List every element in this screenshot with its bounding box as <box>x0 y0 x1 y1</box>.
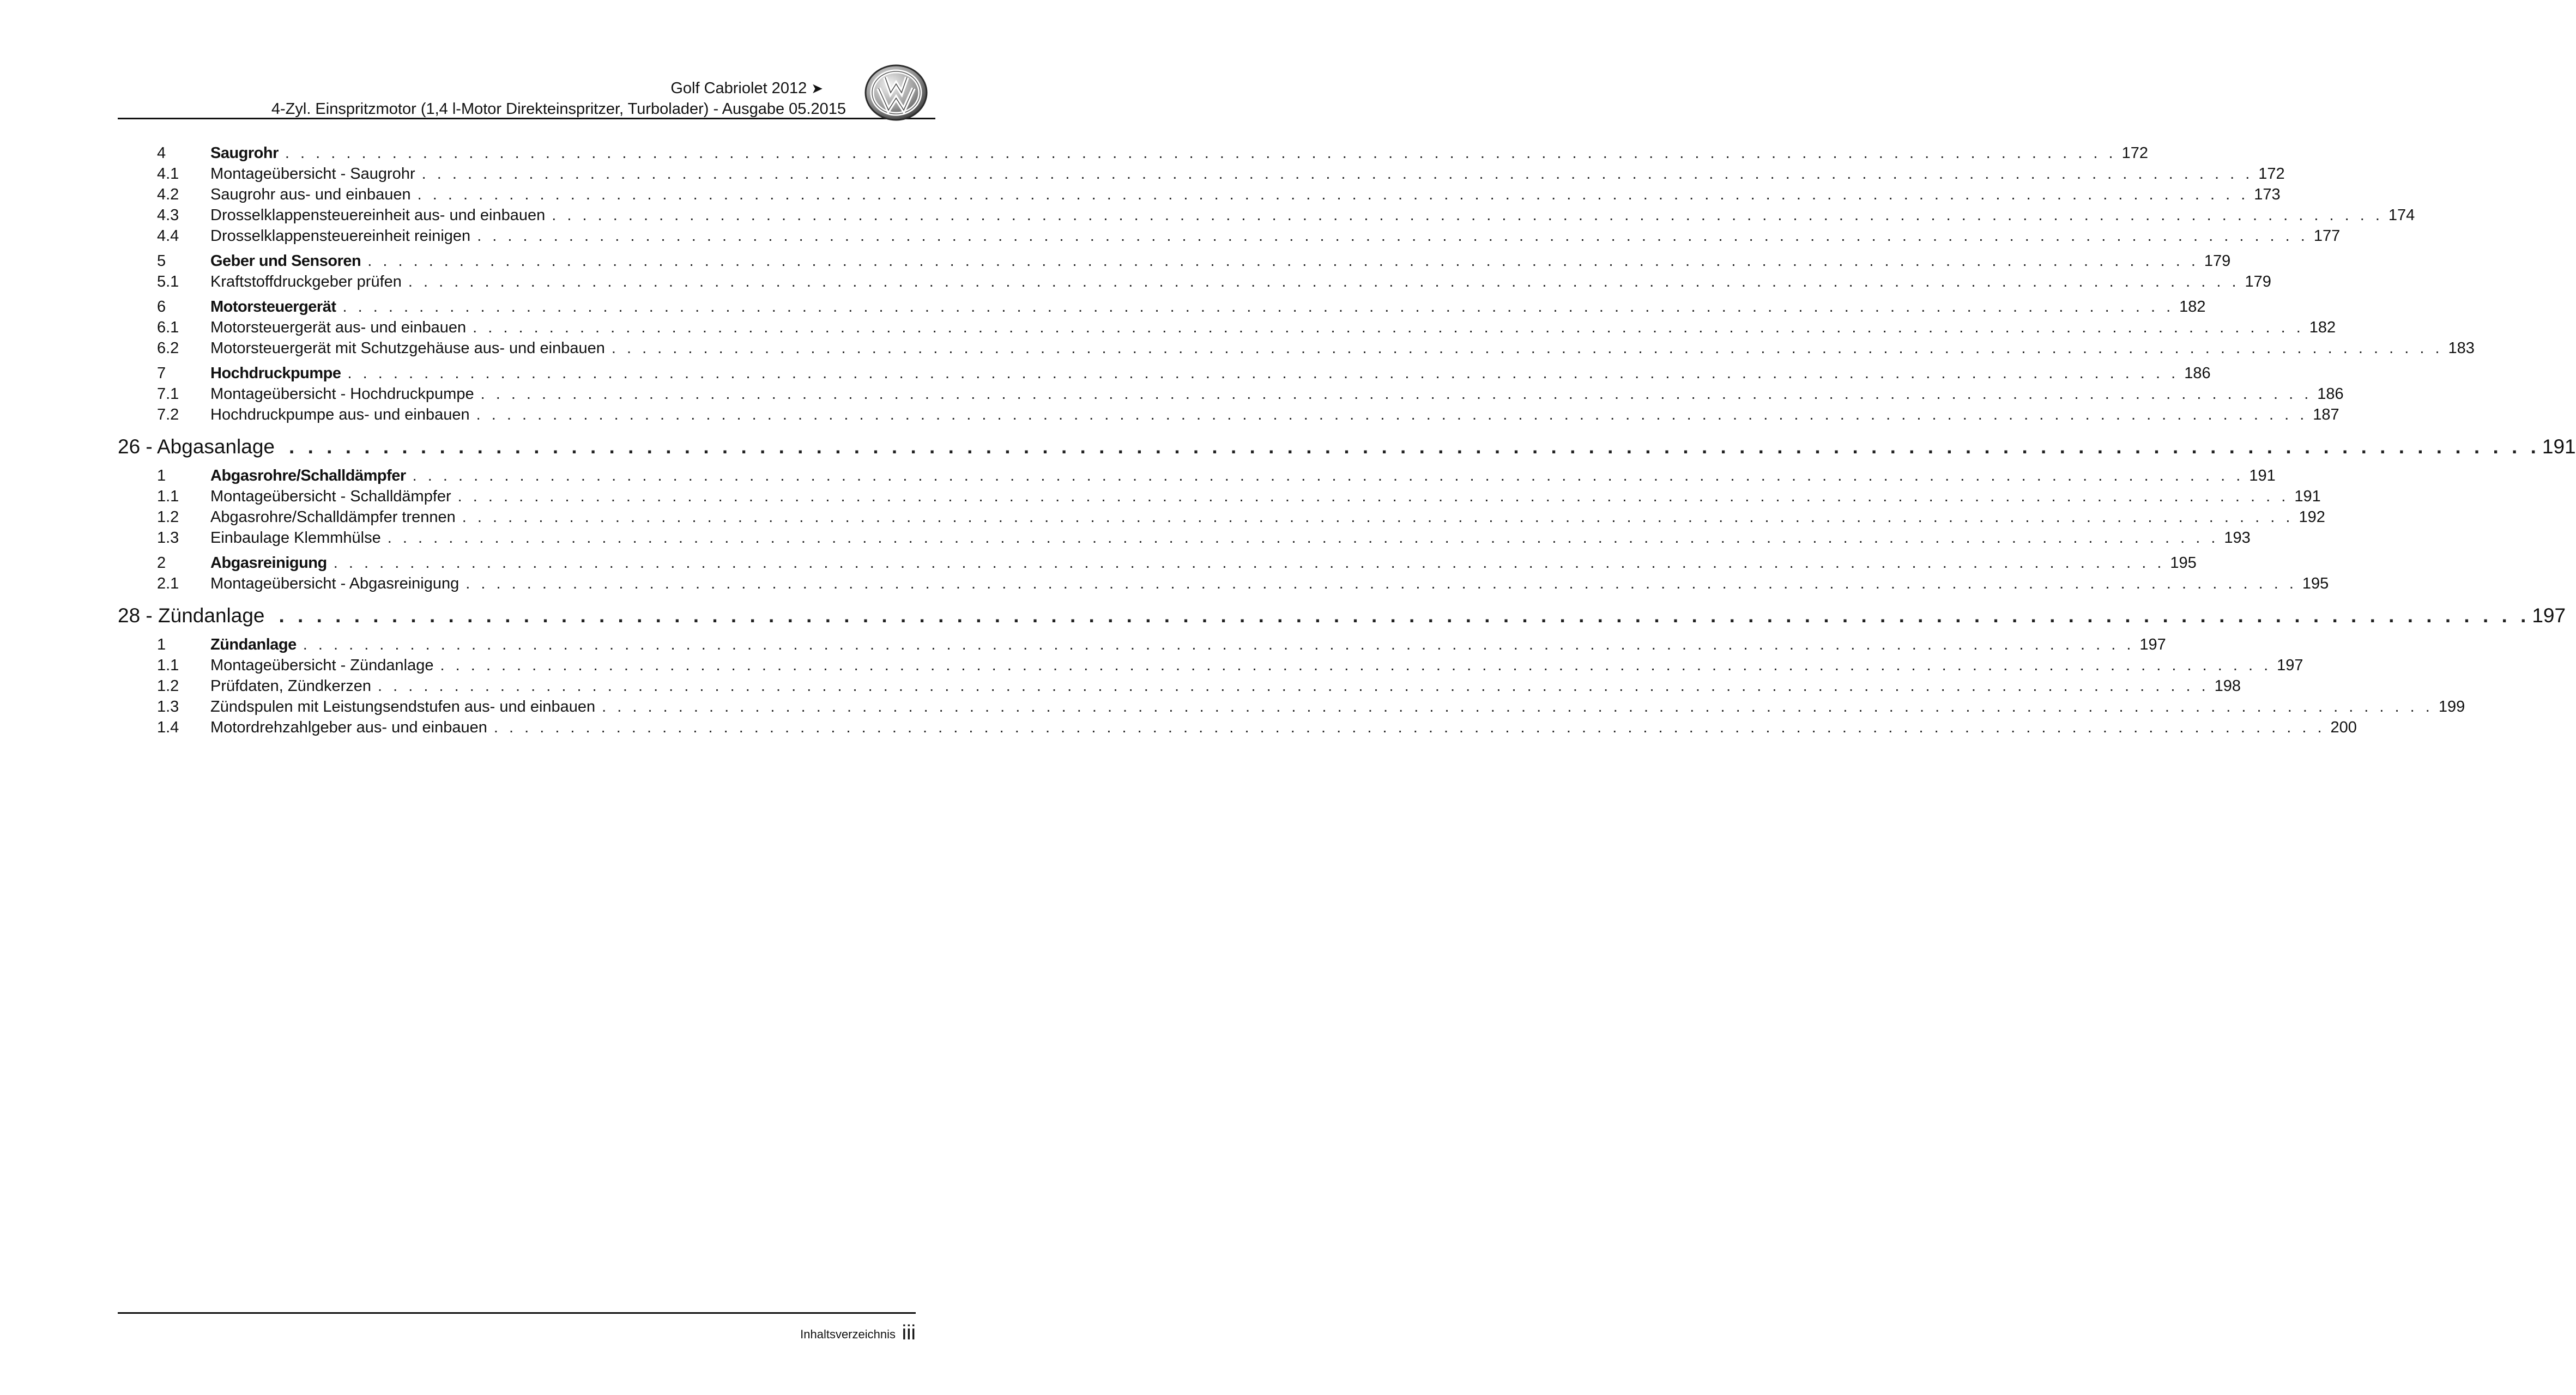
toc-entry-title: Montageübersicht - Schalldämpfer <box>210 488 451 505</box>
toc-dot-leader: . . . . . . . . . . . . . . . . . . . . . . . . . . . . . . . . . . . . . . . . . . . . . . . . . . . . . . . . . . . . . . . . . . . . . . . . . . . . . . . . . . . . . . . . . . . . . . . . . . . . . . . . . . . . . . . . . . . . . . . . <box>408 273 2240 290</box>
toc-entry-page: 187 <box>2313 406 2339 423</box>
header-rule <box>118 118 935 119</box>
toc-entry-page: 199 <box>2438 698 2465 715</box>
toc-section[interactable] <box>118 143 2148 163</box>
toc-dot-leader: . . . . . . . . . . . . . . . . . . . . . . . . . . . . . . . . . . . . . . . . . . . . . . . . . . . . . . . . . . . . . . . . . . . . . . . . . . . . . . . . . . . . . . . . . . . . . . . . . . . . . . . . . . . . . . . . . . . . . . . . <box>611 339 2443 357</box>
toc-entry-number: 4.3 <box>157 207 179 224</box>
toc-dot-leader: . . . . . . . . . . . . . . . . . . . . . . . . . . . . . . . . . . . . . . . . . . . . . . . . . . . . . . . . . . . . . . . . . . . . . . . . . . . . . . . . . . . . . . . . . . . . . . . . . . . . . . . . . . . . . . . . . . . . . . . . <box>347 365 2179 382</box>
toc-entry-title: Prüfdaten, Zündkerzen <box>210 677 372 695</box>
toc-subsection[interactable] <box>118 338 2475 359</box>
toc-subsection[interactable] <box>118 317 2336 338</box>
toc-dot-leader: . . . . . . . . . . . . . . . . . . . . . . . . . . . . . . . . . . . . . . . . . . . . . . . . . . . . . . . . . . . . . . . . . . . . . . . . . . . . . . . . . . . . . . . . . . . . . . . . . . . . . . . . . . . . . . . . . . . . . . . . <box>289 435 2540 458</box>
toc-entry-title: Montageübersicht - Zündanlage <box>210 657 434 674</box>
toc-entry-number: 6.2 <box>157 339 179 357</box>
toc-entry-number: 1.2 <box>157 677 179 695</box>
toc-entry-page: 172 <box>2258 165 2285 183</box>
toc-dot-leader: . . . . . . . . . . . . . . . . . . . . . . . . . . . . . . . . . . . . . . . . . . . . . . . . . . . . . . . . . . . . . . . . . . . . . . . . . . . . . . . . . . . . . . . . . . . . . . . . . . . . . . . . . . . . . . . . . . . . . . . . <box>279 604 2530 627</box>
footer-page-number: iii <box>902 1321 916 1344</box>
toc-entry-title: Drosselklappensteuereinheit reinigen <box>210 227 471 245</box>
toc-entry-page: 179 <box>2245 273 2271 290</box>
toc-entry-page: 182 <box>2179 298 2206 316</box>
toc-section[interactable] <box>118 251 2231 271</box>
toc-entry-title: 26 - Abgasanlage <box>118 435 275 458</box>
toc-section[interactable] <box>118 296 2206 317</box>
toc-entry-number: 4.2 <box>157 186 179 203</box>
toc-section[interactable] <box>118 553 2197 573</box>
toc-entry-page: 197 <box>2532 604 2566 627</box>
toc-entry-number: 7.2 <box>157 406 179 423</box>
arrow-right-icon: ➤ <box>811 80 823 96</box>
toc-dot-leader: . . . . . . . . . . . . . . . . . . . . . . . . . . . . . . . . . . . . . . . . . . . . . . . . . . . . . . . . . . . . . . . . . . . . . . . . . . . . . . . . . . . . . . . . . . . . . . . . . . . . . . . . . . . . . . . . . . . . . . . . <box>477 227 2308 245</box>
toc-entry-number: 7.1 <box>157 385 179 403</box>
page-header <box>118 0 935 121</box>
toc-entry-page: 191 <box>2249 467 2276 484</box>
toc-entry-page: 197 <box>2277 657 2303 674</box>
toc-entry-page: 191 <box>2542 435 2576 458</box>
toc-entry-number: 5 <box>157 252 166 270</box>
toc-chapter[interactable] <box>118 602 2566 630</box>
toc-entry-number: 4 <box>157 144 166 162</box>
toc-dot-leader: . . . . . . . . . . . . . . . . . . . . . . . . . . . . . . . . . . . . . . . . . . . . . . . . . . . . . . . . . . . . . . . . . . . . . . . . . . . . . . . . . . . . . . . . . . . . . . . . . . . . . . . . . . . . . . . . . . . . . . . . <box>333 554 2165 572</box>
toc-entry-page: 177 <box>2313 227 2341 245</box>
toc-dot-leader: . . . . . . . . . . . . . . . . . . . . . . . . . . . . . . . . . . . . . . . . . . . . . . . . . . . . . . . . . . . . . . . . . . . . . . . . . . . . . . . . . . . . . . . . . . . . . . . . . . . . . . . . . . . . . . . . . . . . . . . . <box>457 488 2289 505</box>
document-subtitle: 4-Zyl. Einspritzmotor (1,4 l-Motor Direkteinspritzer, Turbolader) - Ausgabe 05.2015 <box>271 100 846 118</box>
toc-entry-title: Saugrohr <box>210 144 279 162</box>
footer-rule <box>118 1312 916 1314</box>
toc-subsection[interactable] <box>118 404 2339 425</box>
toc-entry-title: 28 - Zündanlage <box>118 604 265 627</box>
toc-subsection[interactable] <box>118 205 2415 226</box>
toc-entry-title: Motorsteuergerät <box>210 298 336 316</box>
toc-dot-leader: . . . . . . . . . . . . . . . . . . . . . . . . . . . . . . . . . . . . . . . . . . . . . . . . . . . . . . . . . . . . . . . . . . . . . . . . . . . . . . . . . . . . . . . . . . . . . . . . . . . . . . . . . . . . . . . . . . . . . . . . <box>417 186 2249 203</box>
toc-dot-leader: . . . . . . . . . . . . . . . . . . . . . . . . . . . . . . . . . . . . . . . . . . . . . . . . . . . . . . . . . . . . . . . . . . . . . . . . . . . . . . . . . . . . . . . . . . . . . . . . . . . . . . . . . . . . . . . . . . . . . . . . <box>465 575 2297 592</box>
toc-dot-leader: . . . . . . . . . . . . . . . . . . . . . . . . . . . . . . . . . . . . . . . . . . . . . . . . . . . . . . . . . . . . . . . . . . . . . . . . . . . . . . . . . . . . . . . . . . . . . . . . . . . . . . . . . . . . . . . . . . . . . . . . <box>342 298 2174 316</box>
toc-entry-title: Montageübersicht - Hochdruckpumpe <box>210 385 474 403</box>
toc-entry-title: Montageübersicht - Abgasreinigung <box>210 575 459 592</box>
toc-section[interactable] <box>118 465 2276 486</box>
toc-entry-title: Hochdruckpumpe aus- und einbauen <box>210 406 470 423</box>
toc-entry-title: Abgasrohre/Schalldämpfer <box>210 467 406 484</box>
toc-dot-leader: . . . . . . . . . . . . . . . . . . . . . . . . . . . . . . . . . . . . . . . . . . . . . . . . . . . . . . . . . . . . . . . . . . . . . . . . . . . . . . . . . . . . . . . . . . . . . . . . . . . . . . . . . . . . . . . . . . . . . . . . <box>440 657 2272 674</box>
vw-logo-icon <box>857 61 935 122</box>
toc-subsection[interactable] <box>118 226 2341 246</box>
toc-entry-page: 200 <box>2330 719 2357 736</box>
toc-entry-title: Abgasrohre/Schalldämpfer trennen <box>210 508 456 526</box>
toc-dot-leader: . . . . . . . . . . . . . . . . . . . . . . . . . . . . . . . . . . . . . . . . . . . . . . . . . . . . . . . . . . . . . . . . . . . . . . . . . . . . . . . . . . . . . . . . . . . . . . . . . . . . . . . . . . . . . . . . . . . . . . . . <box>462 508 2294 526</box>
toc-entry-page: 172 <box>2121 144 2148 162</box>
toc-entry-title: Drosselklappensteuereinheit aus- und einbauen <box>210 207 546 224</box>
toc-entry-title: Einbaulage Klemmhülse <box>210 529 381 547</box>
toc-entry-title: Zündanlage <box>210 636 297 653</box>
toc-entry-page: 192 <box>2299 508 2325 526</box>
toc-entry-title: Hochdruckpumpe <box>210 365 341 382</box>
toc-entry-title: Motorsteuergerät mit Schutzgehäuse aus- und einbauen <box>210 339 605 357</box>
toc-entry-page: 197 <box>2139 636 2166 653</box>
toc-entry-number: 1.3 <box>157 529 179 547</box>
toc-dot-leader: . . . . . . . . . . . . . . . . . . . . . . . . . . . . . . . . . . . . . . . . . . . . . . . . . . . . . . . . . . . . . . . . . . . . . . . . . . . . . . . . . . . . . . . . . . . . . . . . . . . . . . . . . . . . . . . . . . . . . . . . <box>476 406 2308 423</box>
toc-subsection[interactable] <box>118 271 2271 292</box>
toc-entry-number: 5.1 <box>157 273 179 290</box>
toc-chapter[interactable] <box>118 433 2576 461</box>
table-of-contents <box>118 143 2576 738</box>
toc-entry-page: 195 <box>2302 575 2329 592</box>
toc-subsection[interactable] <box>118 163 2285 184</box>
toc-entry-page: 183 <box>2448 339 2475 357</box>
toc-section[interactable] <box>118 634 2166 655</box>
toc-entry-number: 2 <box>157 554 166 572</box>
toc-dot-leader: . . . . . . . . . . . . . . . . . . . . . . . . . . . . . . . . . . . . . . . . . . . . . . . . . . . . . . . . . . . . . . . . . . . . . . . . . . . . . . . . . . . . . . . . . . . . . . . . . . . . . . . . . . . . . . . . . . . . . . . . <box>552 207 2383 224</box>
toc-entry-page: 195 <box>2170 554 2197 572</box>
toc-entry-number: 4.1 <box>157 165 179 183</box>
toc-entry-title: Geber und Sensoren <box>210 252 361 270</box>
toc-dot-leader: . . . . . . . . . . . . . . . . . . . . . . . . . . . . . . . . . . . . . . . . . . . . . . . . . . . . . . . . . . . . . . . . . . . . . . . . . . . . . . . . . . . . . . . . . . . . . . . . . . . . . . . . . . . . . . . . . . . . . . . . <box>387 529 2219 547</box>
toc-dot-leader: . . . . . . . . . . . . . . . . . . . . . . . . . . . . . . . . . . . . . . . . . . . . . . . . . . . . . . . . . . . . . . . . . . . . . . . . . . . . . . . . . . . . . . . . . . . . . . . . . . . . . . . . . . . . . . . . . . . . . . . . <box>493 719 2325 736</box>
toc-subsection[interactable] <box>118 696 2465 717</box>
toc-dot-leader: . . . . . . . . . . . . . . . . . . . . . . . . . . . . . . . . . . . . . . . . . . . . . . . . . . . . . . . . . . . . . . . . . . . . . . . . . . . . . . . . . . . . . . . . . . . . . . . . . . . . . . . . . . . . . . . . . . . . . . . . <box>602 698 2433 715</box>
footer-section-label: Inhaltsverzeichnis <box>800 1327 896 1341</box>
toc-dot-leader: . . . . . . . . . . . . . . . . . . . . . . . . . . . . . . . . . . . . . . . . . . . . . . . . . . . . . . . . . . . . . . . . . . . . . . . . . . . . . . . . . . . . . . . . . . . . . . . . . . . . . . . . . . . . . . . . . . . . . . . . <box>421 165 2253 183</box>
toc-dot-leader: . . . . . . . . . . . . . . . . . . . . . . . . . . . . . . . . . . . . . . . . . . . . . . . . . . . . . . . . . . . . . . . . . . . . . . . . . . . . . . . . . . . . . . . . . . . . . . . . . . . . . . . . . . . . . . . . . . . . . . . . <box>480 385 2312 403</box>
toc-entry-number: 1.3 <box>157 698 179 715</box>
toc-entry-number: 4.4 <box>157 227 179 245</box>
toc-entry-number: 1.1 <box>157 488 179 505</box>
toc-subsection[interactable] <box>118 676 2241 696</box>
toc-entry-title: Saugrohr aus- und einbauen <box>210 186 411 203</box>
toc-subsection[interactable] <box>118 717 2357 738</box>
toc-entry-number: 6.1 <box>157 319 179 336</box>
toc-subsection[interactable] <box>118 573 2329 594</box>
toc-dot-leader: . . . . . . . . . . . . . . . . . . . . . . . . . . . . . . . . . . . . . . . . . . . . . . . . . . . . . . . . . . . . . . . . . . . . . . . . . . . . . . . . . . . . . . . . . . . . . . . . . . . . . . . . . . . . . . . . . . . . . . . . <box>473 319 2304 336</box>
toc-entry-title: Abgasreinigung <box>210 554 327 572</box>
toc-entry-number: 1.2 <box>157 508 179 526</box>
toc-entry-number: 1 <box>157 467 166 484</box>
toc-dot-leader: . . . . . . . . . . . . . . . . . . . . . . . . . . . . . . . . . . . . . . . . . . . . . . . . . . . . . . . . . . . . . . . . . . . . . . . . . . . . . . . . . . . . . . . . . . . . . . . . . . . . . . . . . . . . . . . . . . . . . . . . <box>303 636 2134 653</box>
toc-entry-number: 7 <box>157 365 166 382</box>
toc-entry-page: 198 <box>2214 677 2241 695</box>
toc-entry-page: 186 <box>2184 365 2211 382</box>
toc-subsection[interactable] <box>118 655 2303 676</box>
toc-entry-number: 2.1 <box>157 575 179 592</box>
toc-entry-number: 1.1 <box>157 657 179 674</box>
toc-entry-page: 174 <box>2388 207 2415 224</box>
toc-subsection[interactable] <box>118 507 2325 527</box>
toc-entry-number: 1 <box>157 636 166 653</box>
toc-entry-title: Montageübersicht - Saugrohr <box>210 165 415 183</box>
toc-subsection[interactable] <box>118 486 2321 507</box>
toc-subsection[interactable] <box>118 527 2251 548</box>
toc-entry-page: 179 <box>2204 252 2231 270</box>
toc-dot-leader: . . . . . . . . . . . . . . . . . . . . . . . . . . . . . . . . . . . . . . . . . . . . . . . . . . . . . . . . . . . . . . . . . . . . . . . . . . . . . . . . . . . . . . . . . . . . . . . . . . . . . . . . . . . . . . . . . . . . . . . . <box>367 252 2199 270</box>
toc-dot-leader: . . . . . . . . . . . . . . . . . . . . . . . . . . . . . . . . . . . . . . . . . . . . . . . . . . . . . . . . . . . . . . . . . . . . . . . . . . . . . . . . . . . . . . . . . . . . . . . . . . . . . . . . . . . . . . . . . . . . . . . . <box>285 144 2117 162</box>
toc-dot-leader: . . . . . . . . . . . . . . . . . . . . . . . . . . . . . . . . . . . . . . . . . . . . . . . . . . . . . . . . . . . . . . . . . . . . . . . . . . . . . . . . . . . . . . . . . . . . . . . . . . . . . . . . . . . . . . . . . . . . . . . . <box>412 467 2244 484</box>
toc-entry-title: Motorsteuergerät aus- und einbauen <box>210 319 467 336</box>
toc-entry-page: 191 <box>2294 488 2321 505</box>
toc-entry-title: Kraftstoffdruckgeber prüfen <box>210 273 402 290</box>
toc-entry-page: 182 <box>2309 319 2336 336</box>
toc-entry-title: Zündspulen mit Leistungsendstufen aus- und einbauen <box>210 698 596 715</box>
document-title <box>670 80 823 98</box>
toc-entry-number: 6 <box>157 298 166 316</box>
toc-section[interactable] <box>118 363 2211 384</box>
toc-entry-page: 173 <box>2254 186 2281 203</box>
toc-subsection[interactable] <box>118 184 2281 205</box>
toc-entry-title: Motordrehzahlgeber aus- und einbauen <box>210 719 487 736</box>
toc-entry-number: 1.4 <box>157 719 179 736</box>
toc-entry-page: 193 <box>2224 529 2251 547</box>
toc-entry-page: 186 <box>2317 385 2344 403</box>
document-title-text: Golf Cabriolet 2012 <box>670 80 807 97</box>
toc-subsection[interactable] <box>118 384 2344 404</box>
toc-dot-leader: . . . . . . . . . . . . . . . . . . . . . . . . . . . . . . . . . . . . . . . . . . . . . . . . . . . . . . . . . . . . . . . . . . . . . . . . . . . . . . . . . . . . . . . . . . . . . . . . . . . . . . . . . . . . . . . . . . . . . . . . <box>378 677 2209 695</box>
